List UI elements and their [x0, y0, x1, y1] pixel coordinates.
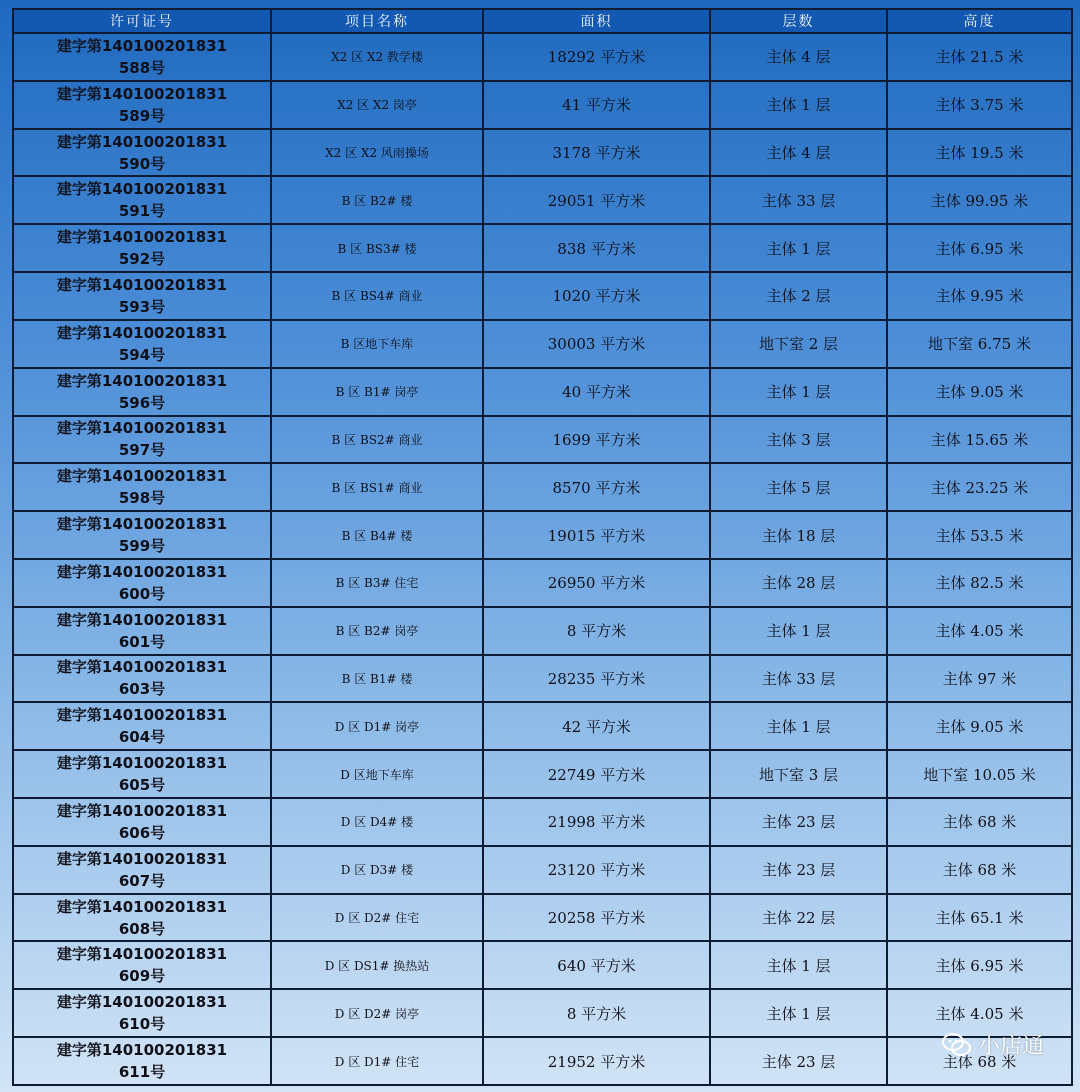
permit-number-line2: 588号 [118, 58, 166, 77]
permit-number-line1: 建字第140100201831 [56, 323, 228, 342]
area-cell: 21998 平方米 [483, 798, 710, 846]
area-cell: 1699 平方米 [483, 416, 710, 464]
permit-number-line1: 建字第140100201831 [56, 84, 228, 103]
project-name-cell: D 区 D3# 楼 [271, 846, 483, 894]
permit-number-line2: 594号 [118, 345, 166, 364]
permit-number-cell [13, 655, 271, 703]
project-name-cell: B 区 B1# 岗亭 [271, 368, 483, 416]
area-cell: 19015 平方米 [483, 511, 710, 559]
permit-number-line2: 601号 [118, 632, 166, 651]
permit-number-cell [13, 272, 271, 320]
height-cell: 地下室 6.75 米 [887, 320, 1072, 368]
area-cell: 29051 平方米 [483, 176, 710, 224]
floors-cell: 主体 1 层 [710, 989, 887, 1037]
permit-number-line1: 建字第140100201831 [56, 371, 228, 390]
floors-cell: 地下室 2 层 [710, 320, 887, 368]
permit-number-cell [13, 416, 271, 464]
project-name-cell: X2 区 X2 教学楼 [271, 33, 483, 81]
permit-number-line1: 建字第140100201831 [56, 515, 228, 534]
floors-cell: 主体 1 层 [710, 941, 887, 989]
permit-number-line1: 建字第140100201831 [56, 562, 228, 581]
permit-number-cell [13, 559, 271, 607]
table-row [13, 941, 1072, 989]
table-row [13, 368, 1072, 416]
permit-number-cell [13, 894, 271, 942]
table-row [13, 846, 1072, 894]
floors-cell: 主体 4 层 [710, 129, 887, 177]
header-row [13, 9, 1072, 33]
permit-number-line2: 591号 [118, 202, 166, 221]
permit-number-line1: 建字第140100201831 [56, 467, 228, 486]
height-cell: 主体 23.25 米 [887, 463, 1072, 511]
permit-number-line2: 598号 [118, 489, 166, 508]
permit-number-line1: 建字第140100201831 [56, 658, 228, 677]
permit-number-line2: 608号 [118, 919, 166, 938]
permit-number-line1: 建字第140100201831 [56, 1041, 228, 1060]
height-cell: 主体 9.05 米 [887, 702, 1072, 750]
area-cell: 8570 平方米 [483, 463, 710, 511]
project-name-cell: B 区 B2# 岗亭 [271, 607, 483, 655]
permit-number-line1: 建字第140100201831 [56, 801, 228, 820]
project-name-cell: B 区 BS4# 商业 [271, 272, 483, 320]
table-row [13, 798, 1072, 846]
table-row [13, 176, 1072, 224]
permit-number-line1: 建字第140100201831 [56, 180, 228, 199]
table-body [13, 33, 1072, 1085]
area-cell: 22749 平方米 [483, 750, 710, 798]
table-row [13, 559, 1072, 607]
project-name-cell: D 区 D2# 住宅 [271, 894, 483, 942]
project-name-cell: B 区 B2# 楼 [271, 176, 483, 224]
permit-number-line2: 590号 [118, 154, 166, 173]
table-row [13, 416, 1072, 464]
floors-cell: 主体 22 层 [710, 894, 887, 942]
area-cell: 8 平方米 [483, 989, 710, 1037]
floors-cell: 主体 1 层 [710, 81, 887, 129]
permit-number-cell [13, 33, 271, 81]
permit-number-cell [13, 989, 271, 1037]
height-cell: 主体 53.5 米 [887, 511, 1072, 559]
permit-number-cell [13, 224, 271, 272]
permit-number-cell [13, 129, 271, 177]
table-row [13, 320, 1072, 368]
permit-number-cell [13, 846, 271, 894]
permit-number-cell [13, 81, 271, 129]
permit-number-line1: 建字第140100201831 [56, 419, 228, 438]
permit-number-line1: 建字第140100201831 [56, 754, 228, 773]
permit-number-line2: 603号 [118, 680, 166, 699]
permit-number-cell [13, 798, 271, 846]
table-row [13, 224, 1072, 272]
project-name-cell: D 区地下车库 [271, 750, 483, 798]
height-cell: 主体 15.65 米 [887, 416, 1072, 464]
permit-number-line2: 610号 [118, 1015, 166, 1034]
floors-cell: 主体 2 层 [710, 272, 887, 320]
table-row [13, 272, 1072, 320]
height-cell: 主体 99.95 米 [887, 176, 1072, 224]
floors-cell: 主体 23 层 [710, 846, 887, 894]
permit-number-line2: 589号 [118, 106, 166, 125]
header-area: 面积 [483, 9, 710, 33]
permit-number-line1: 建字第140100201831 [56, 993, 228, 1012]
permit-number-line2: 593号 [118, 297, 166, 316]
area-cell: 20258 平方米 [483, 894, 710, 942]
permit-number-cell [13, 607, 271, 655]
permit-number-cell [13, 941, 271, 989]
header-height: 高度 [887, 9, 1072, 33]
project-name-cell: X2 区 X2 岗亭 [271, 81, 483, 129]
height-cell: 主体 19.5 米 [887, 129, 1072, 177]
permit-number-line1: 建字第140100201831 [56, 610, 228, 629]
header-floors: 层数 [710, 9, 887, 33]
height-cell: 主体 4.05 米 [887, 989, 1072, 1037]
permit-number-line1: 建字第140100201831 [56, 132, 228, 151]
table-row [13, 655, 1072, 703]
height-cell: 主体 6.95 米 [887, 941, 1072, 989]
project-name-cell: B 区 B1# 楼 [271, 655, 483, 703]
permit-number-line2: 611号 [118, 1063, 166, 1082]
watermark [942, 1029, 1044, 1060]
project-name-cell: B 区 BS1# 商业 [271, 463, 483, 511]
project-name-cell: X2 区 X2 风雨操场 [271, 129, 483, 177]
area-cell: 26950 平方米 [483, 559, 710, 607]
permit-number-line1: 建字第140100201831 [56, 897, 228, 916]
permit-number-line1: 建字第140100201831 [56, 275, 228, 294]
project-name-cell: B 区地下车库 [271, 320, 483, 368]
project-name-cell: B 区 B3# 住宅 [271, 559, 483, 607]
area-cell: 640 平方米 [483, 941, 710, 989]
table-row [13, 33, 1072, 81]
floors-cell: 主体 28 层 [710, 559, 887, 607]
area-cell: 28235 平方米 [483, 655, 710, 703]
permit-number-line2: 607号 [118, 871, 166, 890]
watermark-text: 小店通 [977, 1034, 1044, 1059]
table-row [13, 702, 1072, 750]
table-row [13, 511, 1072, 559]
floors-cell: 主体 1 层 [710, 702, 887, 750]
floors-cell: 主体 3 层 [710, 416, 887, 464]
area-cell: 41 平方米 [483, 81, 710, 129]
floors-cell: 主体 1 层 [710, 224, 887, 272]
area-cell: 21952 平方米 [483, 1037, 710, 1085]
permit-number-line2: 592号 [118, 250, 166, 269]
project-name-cell: D 区 DS1# 换热站 [271, 941, 483, 989]
permit-number-line1: 建字第140100201831 [56, 706, 228, 725]
height-cell: 主体 68 米 [887, 798, 1072, 846]
project-name-cell: B 区 BS2# 商业 [271, 416, 483, 464]
permit-table [12, 8, 1073, 1086]
header-permit: 许可证号 [13, 9, 271, 33]
table-row [13, 129, 1072, 177]
table-row [13, 463, 1072, 511]
permit-number-line2: 599号 [118, 537, 166, 556]
height-cell: 主体 6.95 米 [887, 224, 1072, 272]
header-project-name: 项目名称 [271, 9, 483, 33]
table-row [13, 989, 1072, 1037]
height-cell: 主体 65.1 米 [887, 894, 1072, 942]
table-row [13, 750, 1072, 798]
area-cell: 40 平方米 [483, 368, 710, 416]
floors-cell: 主体 1 层 [710, 368, 887, 416]
permit-number-cell [13, 511, 271, 559]
project-name-cell: D 区 D1# 住宅 [271, 1037, 483, 1085]
permit-number-cell [13, 176, 271, 224]
floors-cell: 地下室 3 层 [710, 750, 887, 798]
height-cell: 主体 68 米 [887, 1037, 1072, 1085]
permit-number-line1: 建字第140100201831 [56, 945, 228, 964]
floors-cell: 主体 18 层 [710, 511, 887, 559]
height-cell: 主体 82.5 米 [887, 559, 1072, 607]
permit-number-line1: 建字第140100201831 [56, 228, 228, 247]
permit-number-line2: 609号 [118, 967, 166, 986]
area-cell: 23120 平方米 [483, 846, 710, 894]
area-cell: 8 平方米 [483, 607, 710, 655]
height-cell: 主体 21.5 米 [887, 33, 1072, 81]
permit-number-cell [13, 750, 271, 798]
permit-number-line2: 597号 [118, 441, 166, 460]
project-name-cell: B 区 B4# 楼 [271, 511, 483, 559]
project-name-cell: D 区 D2# 岗亭 [271, 989, 483, 1037]
permit-number-line2: 596号 [118, 393, 166, 412]
area-cell: 1020 平方米 [483, 272, 710, 320]
table-row [13, 894, 1072, 942]
permit-number-cell [13, 368, 271, 416]
table-row [13, 81, 1072, 129]
floors-cell: 主体 33 层 [710, 176, 887, 224]
permit-number-line1: 建字第140100201831 [56, 849, 228, 868]
permit-number-cell [13, 463, 271, 511]
table-row [13, 607, 1072, 655]
table-row [13, 1037, 1072, 1085]
project-name-cell: B 区 BS3# 楼 [271, 224, 483, 272]
height-cell: 主体 9.05 米 [887, 368, 1072, 416]
area-cell: 42 平方米 [483, 702, 710, 750]
floors-cell: 主体 33 层 [710, 655, 887, 703]
permit-number-line2: 600号 [118, 584, 166, 603]
area-cell: 30003 平方米 [483, 320, 710, 368]
area-cell: 838 平方米 [483, 224, 710, 272]
area-cell: 18292 平方米 [483, 33, 710, 81]
permit-number-line1: 建字第140100201831 [56, 36, 228, 55]
permit-number-cell [13, 320, 271, 368]
permit-number-cell [13, 702, 271, 750]
height-cell: 主体 97 米 [887, 655, 1072, 703]
floors-cell: 主体 23 层 [710, 798, 887, 846]
floors-cell: 主体 23 层 [710, 1037, 887, 1085]
permit-number-line2: 606号 [118, 823, 166, 842]
height-cell: 主体 68 米 [887, 846, 1072, 894]
area-cell: 3178 平方米 [483, 129, 710, 177]
height-cell: 主体 3.75 米 [887, 81, 1072, 129]
permit-number-line2: 604号 [118, 728, 166, 747]
floors-cell: 主体 1 层 [710, 607, 887, 655]
height-cell: 主体 9.95 米 [887, 272, 1072, 320]
height-cell: 地下室 10.05 米 [887, 750, 1072, 798]
floors-cell: 主体 4 层 [710, 33, 887, 81]
project-name-cell: D 区 D1# 岗亭 [271, 702, 483, 750]
permit-number-cell [13, 1037, 271, 1085]
floors-cell: 主体 5 层 [710, 463, 887, 511]
permit-number-line2: 605号 [118, 776, 166, 795]
wechat-icon [942, 1032, 972, 1058]
project-name-cell: D 区 D4# 楼 [271, 798, 483, 846]
height-cell: 主体 4.05 米 [887, 607, 1072, 655]
